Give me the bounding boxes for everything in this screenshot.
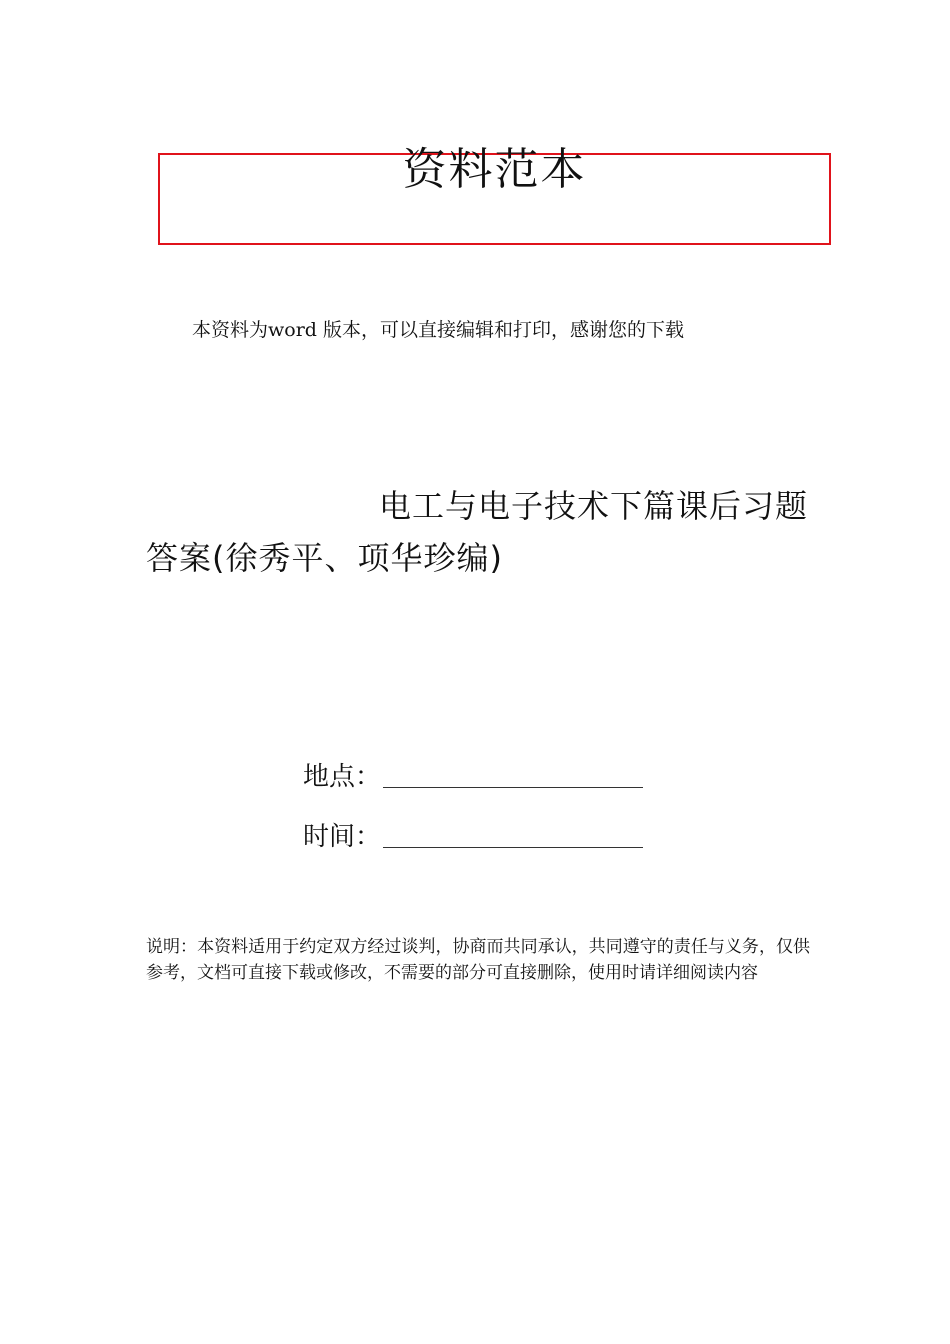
- intro-text: 本资料为word 版本，可以直接编辑和打印，感谢您的下载: [192, 319, 684, 341]
- usage-note: 说明：本资料适用于约定双方经过谈判，协商而共同承认，共同遵守的责任与义务，仅供参考，文档可直接下载或修改，不需要的部分可直接删除，使用时请详细阅读内容: [146, 937, 810, 983]
- document-title: [146, 480, 808, 584]
- time-label: 时间：: [303, 822, 382, 852]
- time-field: [303, 814, 643, 854]
- location-blank[interactable]: [383, 759, 643, 788]
- location-field: [303, 754, 643, 794]
- page-title: 资料范本: [402, 144, 587, 195]
- document-title-line1: 电工与电子技术下篇课后习题: [378, 487, 808, 525]
- time-blank[interactable]: [383, 819, 643, 848]
- location-label: 地点：: [303, 762, 382, 792]
- document-title-line2: 答案(徐秀平、项华珍编): [146, 539, 503, 577]
